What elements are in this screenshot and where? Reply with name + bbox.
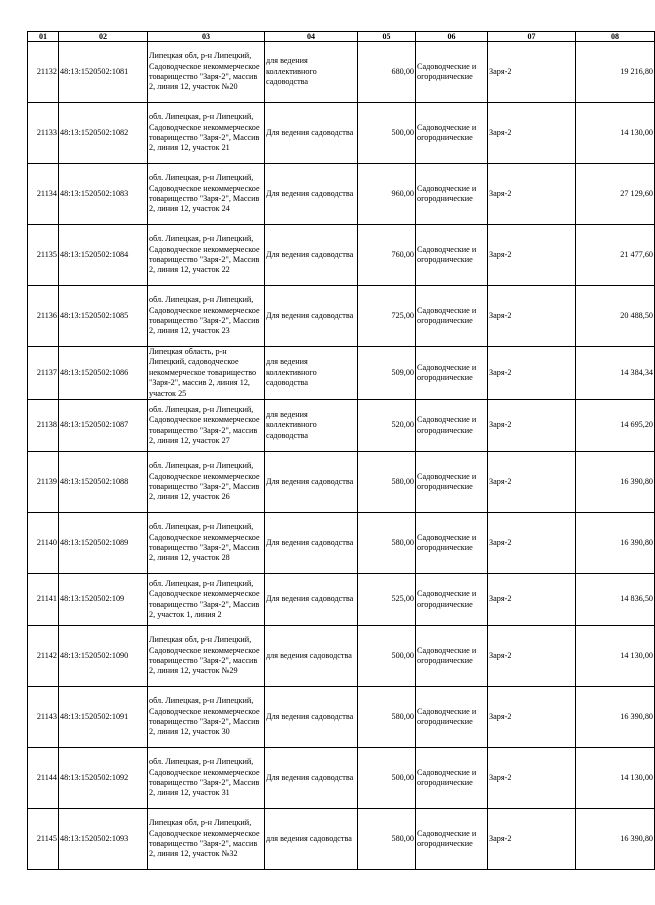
cadastral-number-text: 48:13:1520502:1088 xyxy=(60,476,129,486)
land-category-cell-text: Садоводческие и огороднические xyxy=(417,532,477,553)
row-number xyxy=(28,809,59,870)
group-cell xyxy=(488,513,576,574)
cadastral-number-text: 48:13:1520502:1083 xyxy=(60,188,129,198)
row-number xyxy=(28,164,59,225)
table-row xyxy=(28,574,655,626)
cadastral-value-cell xyxy=(576,574,655,626)
permitted-use-cell-text: Для ведения садоводства xyxy=(266,310,354,320)
table-row xyxy=(28,42,655,103)
cadastral-value-cell xyxy=(576,164,655,225)
row-number-text: 21136 xyxy=(36,310,57,320)
group-cell xyxy=(488,400,576,452)
permitted-use-cell xyxy=(265,347,358,400)
address-cell xyxy=(148,574,265,626)
cadastral-number-text: 48:13:1520502:1082 xyxy=(60,127,129,137)
address-cell xyxy=(148,809,265,870)
address-cell xyxy=(148,400,265,452)
cadastral-value-cell-text: 19 216,80 xyxy=(620,66,653,76)
group-cell-text: Заря-2 xyxy=(489,650,512,660)
cadastral-number xyxy=(59,400,148,452)
cadastral-value-cell-text: 16 390,80 xyxy=(620,537,653,547)
cadastral-value-cell xyxy=(576,626,655,687)
cadastral-value-cell-text: 14 130,00 xyxy=(620,650,653,660)
cadastral-value-cell-text: 21 477,60 xyxy=(620,249,653,259)
area-cell xyxy=(358,347,416,400)
address-cell xyxy=(148,452,265,513)
address-cell xyxy=(148,513,265,574)
group-cell xyxy=(488,626,576,687)
address-cell-text: обл. Липецкая, р-н Липецкий, Садоводческое некоммерческое товарищество "Заря-2", Массив 2, линия 12, участок 21 xyxy=(149,112,260,153)
cadastral-number xyxy=(59,687,148,748)
address-cell xyxy=(148,748,265,809)
cadastral-value-cell-text: 16 390,80 xyxy=(620,711,653,721)
group-cell xyxy=(488,809,576,870)
permitted-use-cell xyxy=(265,164,358,225)
column-header-05: 05 xyxy=(358,32,416,42)
area-cell xyxy=(358,513,416,574)
land-category-cell-text: Садоводческие и огороднические xyxy=(417,244,477,264)
area-cell xyxy=(358,574,416,626)
land-registry-table xyxy=(27,31,655,870)
group-cell-text: Заря-2 xyxy=(489,594,512,604)
cadastral-value-cell xyxy=(576,452,655,513)
group-cell-text: Заря-2 xyxy=(489,310,512,320)
area-cell xyxy=(358,225,416,286)
address-cell-text: обл. Липецкая, р-н Липецкий, Садоводческое некоммерческое товарищество "Заря-2", Массив 2, линия 12, участок 26 xyxy=(149,461,260,502)
column-header-07: 07 xyxy=(488,32,576,42)
permitted-use-cell xyxy=(265,225,358,286)
group-cell xyxy=(488,164,576,225)
cadastral-number xyxy=(59,626,148,687)
cadastral-value-cell xyxy=(576,103,655,164)
permitted-use-cell-text: для ведения коллективного садоводства xyxy=(266,409,317,440)
group-cell-text: Заря-2 xyxy=(489,420,512,430)
address-cell-text: обл. Липецкая, р-н Липецкий, Садоводческое некоммерческое товарищество "Заря-2", Массив 2, линия 12, участок 23 xyxy=(149,295,260,336)
address-cell-text: Липецкая обл, р-н Липецкий, Садоводческое некоммерческое товарищество "Заря-2", массив 2, линия 12, участок №20 xyxy=(149,51,260,92)
group-cell-text: Заря-2 xyxy=(489,188,512,198)
row-number xyxy=(28,42,59,103)
area-cell-text: 960,00 xyxy=(391,188,414,198)
permitted-use-cell-text: для ведения коллективного садоводства xyxy=(266,357,317,388)
area-cell-text: 500,00 xyxy=(391,127,414,137)
area-cell xyxy=(358,164,416,225)
land-category-cell-text: Садоводческие и огороднические xyxy=(417,471,477,492)
land-category-cell-text: Садоводческие и огороднические xyxy=(417,645,477,666)
permitted-use-cell xyxy=(265,103,358,164)
area-cell-text: 725,00 xyxy=(391,310,414,320)
address-cell-text: обл. Липецкая, р-н Липецкий, Садоводческое некоммерческое товарищество "Заря-2", Массив 2, линия 12, участок 31 xyxy=(149,757,260,798)
group-cell-text: Заря-2 xyxy=(489,127,512,137)
group-cell-text: Заря-2 xyxy=(489,66,512,76)
cadastral-number-text: 48:13:1520502:1087 xyxy=(60,420,129,430)
area-cell xyxy=(358,452,416,513)
permitted-use-cell-text: Для ведения садоводства xyxy=(266,188,354,198)
group-cell-text: Заря-2 xyxy=(489,833,512,843)
permitted-use-cell xyxy=(265,809,358,870)
address-cell xyxy=(148,225,265,286)
land-category-cell-text: Садоводческие и огороднические xyxy=(417,305,477,325)
row-number-text: 21134 xyxy=(36,188,57,198)
address-cell-text: обл. Липецкая, р-н Липецкий, Садоводческое некоммерческое товарищество "Заря-2", Массив 2, участок 1, линия 2 xyxy=(149,578,260,619)
row-number xyxy=(28,452,59,513)
group-cell xyxy=(488,103,576,164)
table-row xyxy=(28,103,655,164)
address-cell xyxy=(148,103,265,164)
group-cell xyxy=(488,687,576,748)
row-number-text: 21142 xyxy=(36,650,57,660)
cadastral-value-cell-text: 16 390,80 xyxy=(620,833,653,843)
area-cell-text: 760,00 xyxy=(391,249,414,259)
table-row xyxy=(28,400,655,452)
cadastral-number xyxy=(59,347,148,400)
table-row xyxy=(28,687,655,748)
cadastral-value-cell xyxy=(576,347,655,400)
land-category-cell xyxy=(416,400,488,452)
area-cell-text: 525,00 xyxy=(391,594,414,604)
cadastral-number xyxy=(59,748,148,809)
permitted-use-cell xyxy=(265,42,358,103)
table-row xyxy=(28,286,655,347)
row-number xyxy=(28,687,59,748)
area-cell xyxy=(358,748,416,809)
address-cell-text: Липецкая обл, р-н Липецкий, Садоводческое некоммерческое товарищество "Заря-2", массив 2, линия 12, участок №32 xyxy=(149,818,260,859)
land-category-cell xyxy=(416,809,488,870)
row-number-text: 21141 xyxy=(36,594,57,604)
row-number xyxy=(28,347,59,400)
group-cell-text: Заря-2 xyxy=(489,249,512,259)
table-row xyxy=(28,225,655,286)
permitted-use-cell xyxy=(265,574,358,626)
cadastral-value-cell-text: 14 130,00 xyxy=(620,127,653,137)
area-cell-text: 520,00 xyxy=(391,420,414,430)
permitted-use-cell-text: Для ведения садоводства xyxy=(266,127,354,137)
land-category-cell-text: Садоводческие и огороднические xyxy=(417,362,477,383)
address-cell-text: обл. Липецкая, р-н Липецкий, Садоводческое некоммерческое товарищество "Заря-2", Массив 2, линия 12, участок 30 xyxy=(149,696,260,737)
cadastral-number xyxy=(59,452,148,513)
row-number-text: 21139 xyxy=(36,476,57,486)
permitted-use-cell xyxy=(265,452,358,513)
address-cell-text: обл. Липецкая, р-н Липецкий, Садоводческое некоммерческое товарищество "Заря-2", Массив 2, линия 12, участок 24 xyxy=(149,173,260,214)
row-number-text: 21145 xyxy=(36,833,57,843)
cadastral-value-cell-text: 14 836,50 xyxy=(620,594,653,604)
land-category-cell-text: Садоводческие и огороднические xyxy=(417,61,477,81)
group-cell xyxy=(488,42,576,103)
row-number xyxy=(28,748,59,809)
cadastral-number xyxy=(59,286,148,347)
group-cell-text: Заря-2 xyxy=(489,537,512,547)
table-row xyxy=(28,164,655,225)
land-category-cell xyxy=(416,626,488,687)
area-cell xyxy=(358,400,416,452)
address-cell xyxy=(148,42,265,103)
cadastral-number xyxy=(59,809,148,870)
land-category-cell-text: Садоводческие и огороднические xyxy=(417,828,477,849)
group-cell-text: Заря-2 xyxy=(489,367,512,377)
column-header-02: 02 xyxy=(59,32,148,42)
group-cell-text: Заря-2 xyxy=(489,476,512,486)
area-cell-text: 580,00 xyxy=(391,537,414,547)
cadastral-number-text: 48:13:1520502:1084 xyxy=(60,249,129,259)
land-category-cell xyxy=(416,574,488,626)
permitted-use-cell xyxy=(265,626,358,687)
permitted-use-cell-text: Для ведения садоводства xyxy=(266,772,354,782)
permitted-use-cell-text: Для ведения садоводства xyxy=(266,711,354,721)
cadastral-number xyxy=(59,42,148,103)
address-cell-text: обл. Липецкая, р-н Липецкий, Садоводческое некоммерческое товарищество "Заря-2", Массив 2, линия 12, участок 28 xyxy=(149,522,260,563)
area-cell xyxy=(358,809,416,870)
land-category-cell xyxy=(416,286,488,347)
cadastral-number-text: 48:13:1520502:1086 xyxy=(60,367,129,377)
cadastral-number xyxy=(59,513,148,574)
row-number xyxy=(28,513,59,574)
row-number xyxy=(28,225,59,286)
cadastral-value-cell xyxy=(576,513,655,574)
area-cell xyxy=(358,286,416,347)
address-cell xyxy=(148,687,265,748)
land-category-cell-text: Садоводческие и огороднические xyxy=(417,706,477,727)
column-header-06: 06 xyxy=(416,32,488,42)
cadastral-value-cell xyxy=(576,809,655,870)
row-number-text: 21138 xyxy=(36,420,57,430)
address-cell-text: Липецкая обл, р-н Липецкий, Садоводческое некоммерческое товарищество "Заря-2", массив 2, линия 12, участок №29 xyxy=(149,635,260,676)
address-cell xyxy=(148,347,265,400)
address-cell xyxy=(148,286,265,347)
cadastral-number-text: 48:13:1520502:109 xyxy=(60,594,125,604)
group-cell-text: Заря-2 xyxy=(489,711,512,721)
land-category-cell xyxy=(416,748,488,809)
row-number-text: 21133 xyxy=(36,127,57,137)
cadastral-value-cell-text: 20 488,50 xyxy=(620,310,653,320)
row-number-text: 21132 xyxy=(36,66,57,76)
table-row xyxy=(28,809,655,870)
land-category-cell xyxy=(416,164,488,225)
permitted-use-cell-text: для ведения коллективного садоводства xyxy=(266,56,317,87)
cadastral-number xyxy=(59,103,148,164)
group-cell xyxy=(488,225,576,286)
cadastral-value-cell-text: 27 129,60 xyxy=(620,188,653,198)
permitted-use-cell-text: Для ведения садоводства xyxy=(266,476,354,486)
cadastral-value-cell-text: 14 130,00 xyxy=(620,772,653,782)
permitted-use-cell xyxy=(265,687,358,748)
row-number-text: 21140 xyxy=(36,537,57,547)
cadastral-number-text: 48:13:1520502:1092 xyxy=(60,772,129,782)
land-category-cell-text: Садоводческие и огороднические xyxy=(417,122,477,142)
cadastral-value-cell xyxy=(576,748,655,809)
area-cell xyxy=(358,687,416,748)
permitted-use-cell xyxy=(265,513,358,574)
permitted-use-cell-text: Для ведения садоводства xyxy=(266,594,354,604)
cadastral-number-text: 48:13:1520502:1081 xyxy=(60,66,129,76)
column-header-04: 04 xyxy=(265,32,358,42)
cadastral-value-cell xyxy=(576,400,655,452)
cadastral-number-text: 48:13:1520502:1091 xyxy=(60,711,129,721)
cadastral-value-cell-text: 16 390,80 xyxy=(620,476,653,486)
row-number xyxy=(28,400,59,452)
cadastral-value-cell-text: 14 384,34 xyxy=(620,367,653,377)
area-cell-text: 680,00 xyxy=(391,66,414,76)
column-header-08: 08 xyxy=(576,32,655,42)
area-cell-text: 580,00 xyxy=(391,711,414,721)
cadastral-value-cell xyxy=(576,286,655,347)
area-cell xyxy=(358,42,416,103)
table-row xyxy=(28,626,655,687)
row-number-text: 21144 xyxy=(36,772,57,782)
land-category-cell xyxy=(416,103,488,164)
land-category-cell-text: Садоводческие и огороднические xyxy=(417,767,477,788)
cadastral-number xyxy=(59,225,148,286)
row-number xyxy=(28,626,59,687)
row-number xyxy=(28,574,59,626)
table-row xyxy=(28,347,655,400)
group-cell-text: Заря-2 xyxy=(489,772,512,782)
table-row xyxy=(28,748,655,809)
land-category-cell xyxy=(416,347,488,400)
address-cell xyxy=(148,626,265,687)
area-cell-text: 580,00 xyxy=(391,476,414,486)
land-category-cell-text: Садоводческие и огороднические xyxy=(417,415,477,435)
address-cell-text: обл. Липецкая, р-н Липецкий, Садоводческое некоммерческое товарищество "Заря-2", массив 2, линия 12, участок 27 xyxy=(149,404,260,445)
header-row xyxy=(28,32,655,42)
row-number-text: 21135 xyxy=(36,249,57,259)
area-cell-text: 500,00 xyxy=(391,650,414,660)
cadastral-number xyxy=(59,164,148,225)
cadastral-number-text: 48:13:1520502:1085 xyxy=(60,310,129,320)
group-cell xyxy=(488,748,576,809)
column-header-03: 03 xyxy=(148,32,265,42)
area-cell-text: 500,00 xyxy=(391,772,414,782)
area-cell-text: 509,00 xyxy=(391,367,414,377)
permitted-use-cell xyxy=(265,400,358,452)
land-category-cell xyxy=(416,42,488,103)
table-row xyxy=(28,452,655,513)
row-number-text: 21143 xyxy=(36,711,57,721)
land-category-cell-text: Садоводческие и огороднические xyxy=(417,183,477,203)
column-header-01: 01 xyxy=(28,32,59,42)
address-cell xyxy=(148,164,265,225)
group-cell xyxy=(488,286,576,347)
land-category-cell xyxy=(416,513,488,574)
area-cell xyxy=(358,626,416,687)
cadastral-number xyxy=(59,574,148,626)
row-number xyxy=(28,286,59,347)
permitted-use-cell-text: Для ведения садоводства xyxy=(266,537,354,547)
area-cell xyxy=(358,103,416,164)
land-category-cell xyxy=(416,452,488,513)
table-row xyxy=(28,513,655,574)
group-cell xyxy=(488,574,576,626)
permitted-use-cell xyxy=(265,748,358,809)
permitted-use-cell-text: для ведения садоводства xyxy=(266,650,352,660)
row-number-text: 21137 xyxy=(36,367,57,377)
cadastral-value-cell xyxy=(576,225,655,286)
cadastral-number-text: 48:13:1520502:1090 xyxy=(60,650,129,660)
land-category-cell xyxy=(416,687,488,748)
address-cell-text: Липецкая область, р-н Липецкий, садоводческое некоммерческое товарищество "Заря-2", массив 2, линия 12, участок 25 xyxy=(149,347,257,398)
land-category-cell xyxy=(416,225,488,286)
permitted-use-cell-text: Для ведения садоводства xyxy=(266,249,354,259)
land-category-cell-text: Садоводческие и огороднические xyxy=(417,589,477,609)
permitted-use-cell xyxy=(265,286,358,347)
cadastral-value-cell-text: 14 695,20 xyxy=(620,420,653,430)
cadastral-number-text: 48:13:1520502:1089 xyxy=(60,537,129,547)
cadastral-value-cell xyxy=(576,687,655,748)
address-cell-text: обл. Липецкая, р-н Липецкий, Садоводческое некоммерческое товарищество "Заря-2", Массив 2, линия 12, участок 22 xyxy=(149,234,260,275)
group-cell xyxy=(488,347,576,400)
group-cell xyxy=(488,452,576,513)
permitted-use-cell-text: для ведения садоводства xyxy=(266,833,352,843)
row-number xyxy=(28,103,59,164)
cadastral-number-text: 48:13:1520502:1093 xyxy=(60,833,129,843)
area-cell-text: 580,00 xyxy=(391,833,414,843)
cadastral-value-cell xyxy=(576,42,655,103)
